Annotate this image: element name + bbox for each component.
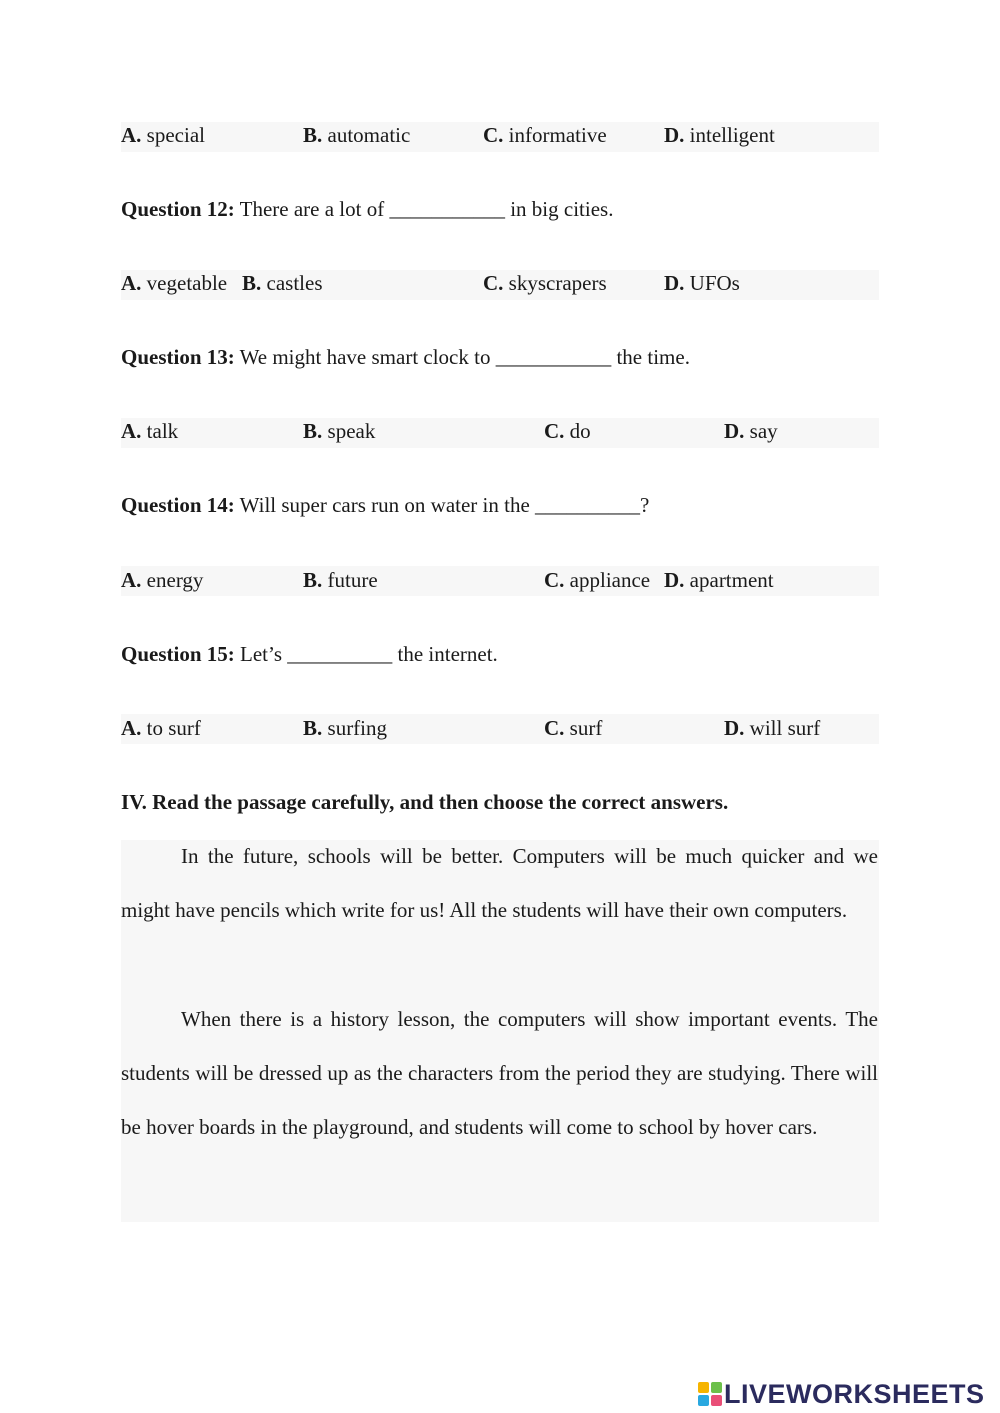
q12-option-a[interactable]: A. vegetable	[121, 271, 228, 295]
q14-option-b[interactable]: B. future	[303, 568, 378, 592]
q11-option-c[interactable]: C. informative	[483, 123, 607, 147]
liveworksheets-logo-text: LIVEWORKSHEETS	[724, 1378, 985, 1409]
q12-text: There are a lot of ___________ in big cities.	[239, 197, 614, 221]
passage-paragraph-2: When there is a history lesson, the computers will show important events. The students will be dressed up as the characters from the period they are studying. There will be hover boards in the playground, and students will come to school by hover cars.	[121, 1007, 878, 1139]
q15-option-d[interactable]: D. will surf	[724, 716, 821, 740]
liveworksheets-logo[interactable]	[698, 1378, 985, 1410]
q13-option-b[interactable]: B. speak	[303, 419, 376, 443]
section-heading: IV. Read the passage carefully, and then choose the correct answers.	[121, 790, 729, 814]
q14-stem	[121, 491, 649, 519]
q13-option-c[interactable]: C. do	[544, 419, 591, 443]
q14-option-a[interactable]: A. energy	[121, 568, 204, 592]
q14-option-c[interactable]: C. appliance	[544, 568, 651, 592]
q11-option-a[interactable]: A. special	[121, 123, 205, 147]
q12-option-d[interactable]: D. UFOs	[664, 271, 740, 295]
q15-option-c[interactable]: C. surf	[544, 716, 603, 740]
q12-stem	[121, 195, 613, 223]
liveworksheets-logo-icon	[698, 1382, 722, 1406]
q13-label: Question 13:	[121, 345, 235, 369]
q15-text: Let’s __________ the internet.	[240, 642, 498, 666]
q13-option-a[interactable]: A. talk	[121, 419, 179, 443]
q14-label: Question 14:	[121, 493, 235, 517]
q12-option-b[interactable]: B. castles	[242, 271, 323, 295]
q11-option-b[interactable]: B. automatic	[303, 123, 411, 147]
q12-option-c[interactable]: C. skyscrapers	[483, 271, 607, 295]
q15-option-b[interactable]: B. surfing	[303, 716, 388, 740]
q11-option-d[interactable]: D. intelligent	[664, 123, 775, 147]
q14-option-d[interactable]: D. apartment	[664, 568, 774, 592]
passage-paragraph-1: In the future, schools will be better. Computers will be much quicker and we might have pencils which write for us! All the students will have their own computers.	[121, 844, 878, 922]
q13-option-d[interactable]: D. say	[724, 419, 778, 443]
q13-text: We might have smart clock to ___________ the time.	[239, 345, 690, 369]
q14-text: Will super cars run on water in the __________?	[239, 493, 650, 517]
q15-stem	[121, 640, 498, 668]
q15-label: Question 15:	[121, 642, 235, 666]
q13-stem	[121, 343, 690, 371]
q12-label: Question 12:	[121, 197, 235, 221]
q15-option-a[interactable]: A. to surf	[121, 716, 201, 740]
